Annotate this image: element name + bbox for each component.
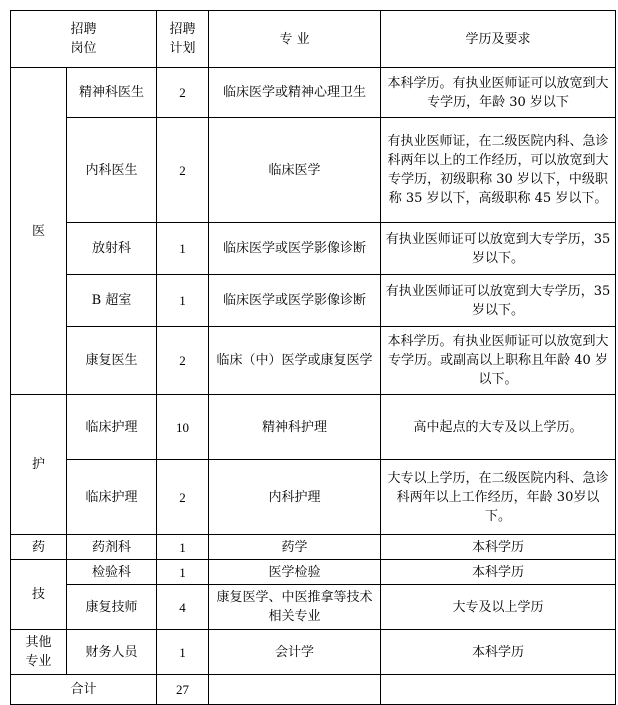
total-label-text: 合计 (70, 682, 97, 697)
major-cell (209, 275, 381, 327)
position-cell-text: 精神科医生 (79, 85, 145, 100)
category-cell (11, 560, 67, 630)
major-cell (209, 118, 381, 223)
table-row (11, 460, 616, 535)
table-row (11, 275, 616, 327)
major-cell (209, 327, 381, 395)
requirement-cell (381, 585, 616, 630)
major-cell (209, 395, 381, 460)
major-cell-text: 会计学 (275, 644, 315, 660)
position-cell (67, 327, 157, 395)
requirement-cell (381, 327, 616, 395)
table-row (11, 223, 616, 275)
major-cell-text: 临床（中）医学或康复医学 (216, 353, 373, 368)
category-cell-text: 技 (31, 587, 45, 602)
requirement-cell-text: 本科学历。有执业医师证可以放宽到大专学历，年龄 30 岁以下 (387, 75, 609, 110)
plan-cell (157, 560, 209, 585)
position-cell-text: 检验科 (92, 564, 132, 580)
table-row (11, 630, 616, 675)
requirement-cell-text: 有执业医师证可以放宽到大专学历，35 岁以下。 (385, 231, 611, 266)
table-row (11, 327, 616, 395)
category-cell (11, 630, 67, 675)
plan-cell (157, 460, 209, 535)
category-cell (11, 395, 67, 535)
requirement-cell-text: 本科学历 (472, 644, 525, 660)
requirement-cell-text: 有执业医师证，在二级医院内科、急诊科两年以上的工作经历，可以放宽到大专学历，初级职称 30 岁以下，中级职称 35 岁以下，高级职称 45 岁以下。 (387, 134, 609, 206)
table-row (11, 68, 616, 118)
requirement-cell-text: 本科学历 (472, 564, 525, 580)
major-cell-text: 临床医学或医学影像诊断 (223, 241, 367, 256)
plan-cell (157, 327, 209, 395)
position-cell-text: 放射科 (92, 241, 132, 256)
plan-cell (157, 630, 209, 675)
position-cell (67, 275, 157, 327)
table-row (11, 535, 616, 560)
requirement-cell (381, 395, 616, 460)
position-cell-text: 临床护理 (85, 419, 138, 435)
requirement-cell (381, 275, 616, 327)
category-cell-text: 其他 专业 (25, 635, 52, 669)
major-cell-text: 临床医学或精神心理卫生 (223, 85, 367, 100)
requirement-cell-text: 有执业医师证可以放宽到大专学历，35岁以下。 (385, 283, 611, 318)
position-cell (67, 118, 157, 223)
header-row (11, 11, 616, 68)
major-cell-text: 精神科护理 (262, 419, 328, 435)
plan-cell-text: 2 (179, 162, 186, 178)
plan-cell (157, 585, 209, 630)
header-requirement-text: 学历及要求 (465, 31, 531, 47)
header-major-text: 专 业 (279, 31, 310, 47)
major-cell (209, 68, 381, 118)
requirement-cell-text: 本科学历 (472, 539, 525, 555)
position-cell-text: 内科医生 (85, 162, 138, 178)
major-cell-text: 药学 (281, 539, 308, 555)
plan-cell-text: 2 (179, 489, 186, 505)
requirement-cell (381, 223, 616, 275)
header-plan-text: 招聘 计划 (169, 22, 196, 56)
position-cell-text: 康复医生 (85, 353, 138, 368)
major-cell-text: 临床医学或医学影像诊断 (223, 293, 367, 308)
plan-cell-text: 10 (176, 419, 190, 435)
major-cell-text: 临床医学 (268, 162, 321, 178)
plan-cell-text: 2 (179, 85, 186, 100)
plan-cell-text: 4 (179, 599, 186, 615)
major-cell-text: 医学检验 (268, 564, 321, 580)
position-cell (67, 560, 157, 585)
requirement-cell (381, 460, 616, 535)
plan-cell (157, 223, 209, 275)
position-cell (67, 460, 157, 535)
position-cell (67, 535, 157, 560)
position-cell-text: B 超室 (91, 293, 132, 308)
category-cell (11, 68, 67, 395)
category-cell (11, 535, 67, 560)
requirement-cell (381, 68, 616, 118)
total-plan-text: 27 (176, 682, 190, 697)
header-position (11, 11, 157, 68)
plan-cell-text: 1 (179, 644, 186, 660)
major-cell (209, 223, 381, 275)
position-cell-text: 临床护理 (85, 489, 138, 505)
position-cell (67, 223, 157, 275)
table-row (11, 585, 616, 630)
major-cell (209, 460, 381, 535)
plan-cell-text: 1 (179, 539, 186, 555)
plan-cell (157, 395, 209, 460)
plan-cell (157, 68, 209, 118)
requirement-cell (381, 535, 616, 560)
position-cell-text: 药剂科 (92, 539, 132, 555)
requirement-cell (381, 118, 616, 223)
plan-cell-text: 1 (179, 564, 186, 580)
table-row (11, 118, 616, 223)
major-cell (209, 535, 381, 560)
requirement-cell-text: 高中起点的大专及以上学历。 (413, 419, 583, 435)
major-cell-text: 康复医学、中医推拿等技术相关专业 (216, 590, 373, 624)
plan-cell-text: 2 (179, 353, 186, 368)
requirement-cell-text: 本科学历。有执业医师证可以放宽到大专学历。或副高以上职称且年龄 40 岁以下。 (387, 334, 609, 387)
requirement-cell (381, 630, 616, 675)
position-cell-text: 康复技师 (85, 599, 138, 615)
category-cell-text: 护 (31, 457, 45, 472)
header-plan (157, 11, 209, 68)
position-cell (67, 585, 157, 630)
requirement-cell-text: 大专及以上学历 (452, 599, 544, 615)
plan-cell-text: 1 (179, 241, 186, 256)
plan-cell-text: 1 (179, 293, 186, 308)
plan-cell (157, 118, 209, 223)
table-row (11, 395, 616, 460)
requirement-cell (381, 560, 616, 585)
major-cell (209, 585, 381, 630)
table-row (11, 560, 616, 585)
position-cell (67, 630, 157, 675)
header-position-text: 招聘 岗位 (70, 22, 97, 56)
plan-cell (157, 535, 209, 560)
position-cell (67, 395, 157, 460)
category-cell-text: 医 (31, 223, 45, 239)
requirement-cell-text: 大专以上学历，在二级医院内科、急诊科两年以上工作经历，年龄 30岁以下。 (387, 470, 609, 524)
major-cell-text: 内科护理 (268, 489, 321, 505)
position-cell (67, 68, 157, 118)
major-cell (209, 630, 381, 675)
header-requirement (381, 11, 616, 68)
header-major (209, 11, 381, 68)
category-cell-text: 药 (31, 539, 45, 555)
plan-cell (157, 275, 209, 327)
major-cell (209, 560, 381, 585)
position-cell-text: 财务人员 (85, 644, 138, 660)
recruitment-table (10, 10, 616, 705)
